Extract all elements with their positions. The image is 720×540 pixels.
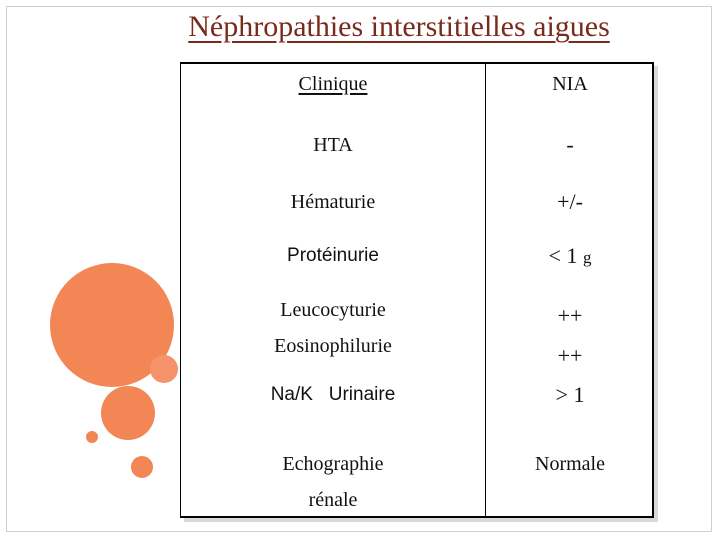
- decorative-circle-medium: [101, 386, 155, 440]
- table-cell-nia-unit: g: [582, 248, 592, 267]
- table-cell-nia: +/-: [557, 189, 583, 214]
- decorative-circle-small-2: [131, 456, 153, 478]
- table-header-clinique: Clinique: [298, 73, 368, 95]
- table-cell-clinique: Hématurie: [290, 191, 376, 213]
- table-cell-clinique: HTA: [313, 134, 353, 156]
- table-cell-clinique: Eosinophilurie: [274, 335, 392, 357]
- table-cell-nia: ++: [557, 343, 583, 368]
- slide-title: Néphropathies interstitielles aigues: [188, 10, 610, 43]
- table-cell-nia: [487, 238, 653, 276]
- table-cell-nia: Normale: [535, 453, 605, 475]
- comparison-table: [180, 62, 654, 518]
- column-divider: [485, 64, 486, 516]
- table-cell-nia-value: < 1: [548, 243, 578, 268]
- table-cell-clinique: rénale: [308, 489, 358, 511]
- table-cell-nia: > 1: [555, 382, 585, 407]
- table-cell-nia: -: [566, 132, 574, 157]
- table-cell-nia: ++: [557, 303, 583, 328]
- table-cell-clinique: Na/K Urinaire: [270, 384, 396, 405]
- table-header-nia: NIA: [552, 73, 588, 95]
- table-cell-clinique: Echographie: [282, 453, 384, 475]
- table-cell-clinique: Leucocyturie: [280, 299, 386, 321]
- table-cell-clinique: Protéinurie: [287, 245, 379, 266]
- decorative-circle-small: [150, 355, 178, 383]
- decorative-circle-tiny: [86, 431, 98, 443]
